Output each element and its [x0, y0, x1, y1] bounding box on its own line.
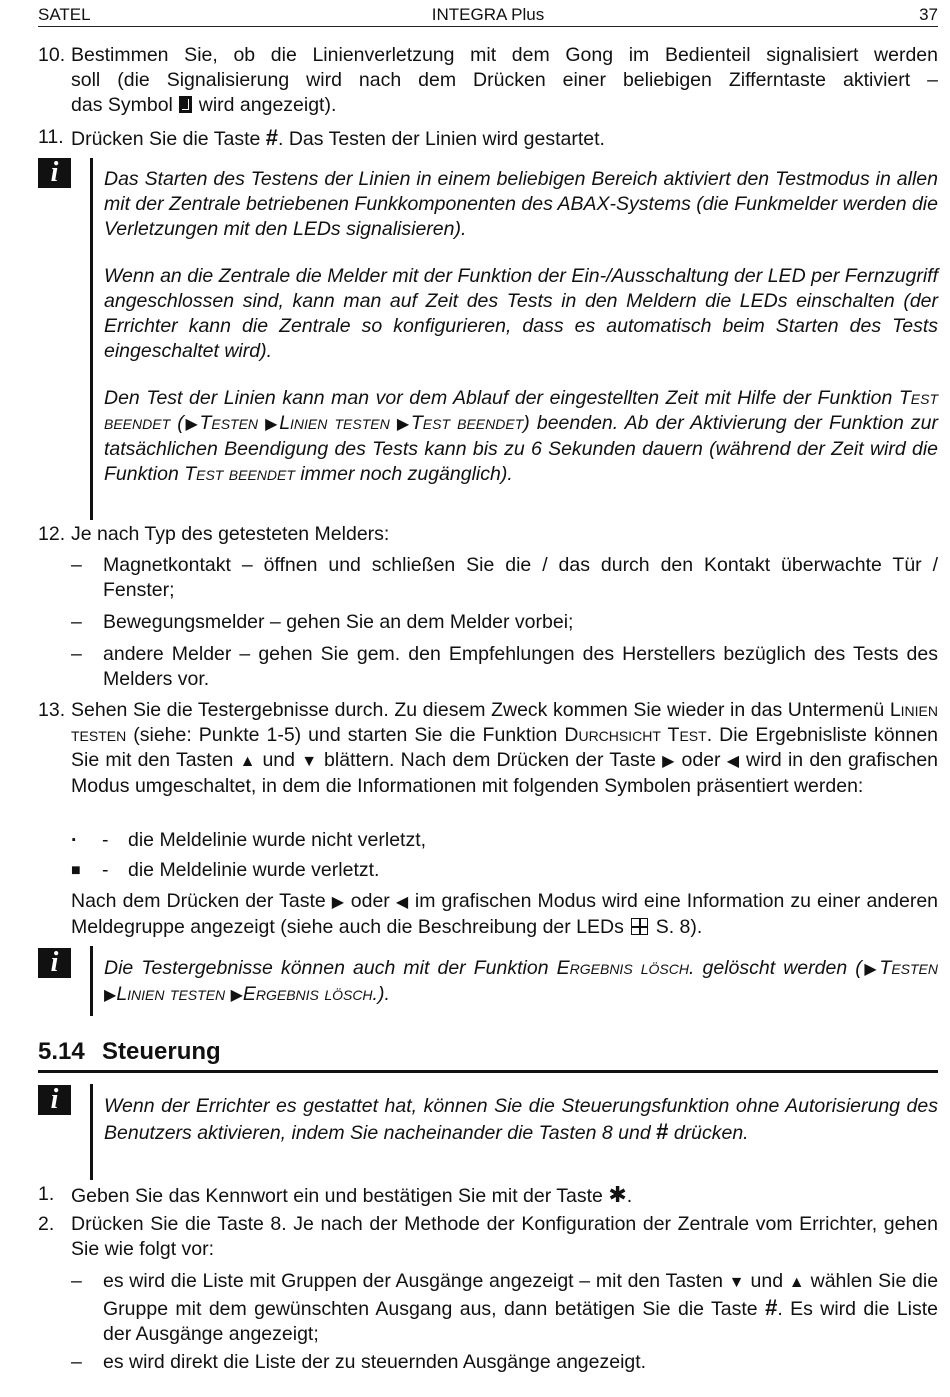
step-text: wird angezeigt).: [198, 94, 337, 116]
list-item: [38, 553, 938, 603]
hash-key-icon: #: [765, 1295, 778, 1320]
section-number: 5.14: [38, 1038, 85, 1065]
step-number: 13.: [38, 699, 66, 721]
legend-text: die Meldelinie wurde nicht verletzt,: [128, 829, 427, 851]
gong-symbol-icon: [179, 96, 192, 113]
dash-bullet: –: [71, 1351, 82, 1373]
note-bar: [90, 158, 93, 520]
menu-arrow-icon: ▶: [104, 987, 117, 1004]
step-number: 10.: [38, 44, 66, 66]
list-item: [38, 642, 938, 692]
function-name: Ergebnis lösch.: [556, 957, 695, 979]
step-text: das Symbol: [71, 94, 173, 116]
dash-bullet: –: [71, 554, 82, 576]
menu-path: Ergebnis lösch.: [242, 983, 378, 1005]
arrow-right-key-icon: ▶: [331, 894, 345, 911]
list-item: [38, 1350, 938, 1375]
header-page-number: 37: [919, 5, 938, 24]
step-text: Drücken Sie die Taste: [71, 128, 261, 150]
info-icon: i: [38, 1085, 71, 1115]
arrow-down-key-icon: ▼: [728, 1274, 745, 1291]
info-icon: i: [38, 948, 71, 978]
step-text: Drücken Sie die Taste 8. Je nach der Methode der Konfiguration der Zentrale vom Errichter, gehen Sie wie folgt vor:: [71, 1213, 938, 1260]
step-text-line: soll (die Signalisierung wird nach dem Drücken einer beliebigen Zifferntaste aktiviert –: [71, 69, 938, 91]
header-brand: SATEL: [38, 5, 91, 24]
arrow-up-key-icon: ▲: [239, 753, 257, 770]
step-number: 11.: [38, 126, 64, 148]
list-item: – es wird die Liste mit Gruppen der Ausgänge angezeigt – mit den Tasten ▼ und ▲ wählen Sie die Gruppe mit dem gewünschten Ausgang aus, dann betätigen Sie die Taste #. Es wird die Liste der Ausgänge angezeigt;: [71, 1270, 939, 1345]
hash-key-icon: #: [265, 125, 278, 150]
menu-arrow-icon: ▶: [396, 416, 411, 433]
note-box: [104, 956, 938, 1008]
dash-bullet: –: [71, 611, 82, 633]
step-13-continuation: Nach dem Drücken der Taste ▶ oder ◀ im grafischen Modus wird eine Information zu einer anderen Meldegruppe angezeigt (siehe auch die Beschreibung der LEDs S. 8).: [71, 890, 939, 938]
step-12: [38, 522, 938, 547]
step-11: [38, 125, 938, 152]
note-paragraph: Den Test der Linien kann man vor dem Ablauf der eingestellten Zeit mit Hilfe der Funktion Test beendet (▶Testen ▶Linien testen ▶Test beendet) beenden. Ab der Aktivierung der Funktion zur tatsächlichen Beendigung des Tests kann bis zu 6 Sekunden dauern (während der Zeit wird die Funktion Test beendet immer noch zugänglich).: [104, 387, 939, 485]
arrow-up-key-icon: ▲: [788, 1274, 805, 1291]
function-name: Test beendet: [104, 387, 938, 434]
dot-symbol-icon: ·: [71, 829, 78, 851]
step-1: 1. Geben Sie das Kennwort ein und bestätigen Sie mit der Taste ✱.: [38, 1182, 633, 1207]
menu-name: Linien testen: [71, 699, 938, 746]
block-symbol-icon: ■: [71, 862, 81, 879]
list-item-text: Magnetkontakt – öffnen und schließen Sie die / das durch den Kontakt überwachte Tür / Fenster;: [103, 554, 938, 601]
step-number: 12.: [38, 523, 66, 545]
menu-path: Linien testen: [279, 412, 390, 434]
note-bar: [90, 1084, 93, 1180]
cross-reference-icon: [631, 918, 648, 935]
dash-bullet: –: [71, 1270, 82, 1292]
note-paragraph: Wenn der Errichter es gestattet hat, können Sie die Steuerungsfunktion ohne Autorisierung des Benutzers aktivieren, indem Sie nacheinander die Tasten 8 und # drücken.: [104, 1095, 938, 1144]
menu-path: Linien testen: [116, 983, 226, 1005]
step-text: Je nach Typ des getesteten Melders:: [71, 523, 390, 545]
list-item-text: Bewegungsmelder – gehen Sie an dem Melder vorbei;: [103, 611, 574, 633]
arrow-right-key-icon: ▶: [662, 753, 676, 770]
list-item: [38, 610, 938, 635]
menu-path: Testen: [199, 412, 259, 434]
menu-arrow-icon: ▶: [183, 416, 200, 433]
separator: -: [102, 859, 109, 881]
note-bar: [90, 946, 93, 1016]
step-text: . Das Testen der Linien wird gestartet.: [278, 128, 605, 150]
menu-arrow-icon: ▶: [265, 416, 280, 433]
legend-text: die Meldelinie wurde verletzt.: [128, 859, 380, 881]
list-item-text: es wird direkt die Liste der zu steuernden Ausgänge angezeigt.: [103, 1351, 647, 1373]
menu-arrow-icon: ▶: [230, 987, 243, 1004]
arrow-down-key-icon: ▼: [301, 753, 318, 770]
note-paragraph: Das Starten des Testens der Linien in einem beliebigen Bereich aktiviert den Testmodus in allen mit der Zentrale betriebenen Funkkomponenten des ABAX-Systems (die Funkmelder werden die Verletzungen mit den LEDs signalisieren).: [104, 168, 938, 240]
step-text-line: Bestimmen Sie, ob die Linienverletzung mit dem Gong im Bedienteil signalisiert werden: [71, 44, 938, 66]
function-name: Durchsicht Test: [564, 724, 707, 746]
step-number: 2.: [38, 1213, 55, 1235]
star-key-icon: ✱: [608, 1182, 627, 1207]
note-box: [104, 167, 938, 487]
hash-key-icon: #: [656, 1119, 669, 1144]
note-paragraph: Wenn an die Zentrale die Melder mit der Funktion der Ein-/Ausschaltung der LED per Fernzugriff angeschlossen sind, kann man auf Zeit des Tests in den Meldern die LEDs einschalten (der Errichter kann die Zentrale so konfigurieren, dass es automatisch beim Starten des Tests eingeschaltet wird).: [104, 265, 938, 362]
menu-path: Test beendet: [410, 412, 524, 434]
menu-path: Testen: [879, 957, 939, 979]
header-product: INTEGRA Plus: [431, 5, 545, 24]
step-2: [38, 1212, 938, 1262]
section-heading: [38, 1038, 938, 1073]
separator: -: [102, 829, 109, 851]
arrow-left-key-icon: ◀: [395, 894, 409, 911]
dash-bullet: –: [71, 643, 82, 665]
info-icon: i: [38, 158, 71, 188]
page-header: [38, 4, 938, 27]
list-item-text: andere Melder – gehen Sie gem. den Empfehlungen des Herstellers bezüglich des Tests des Melders vor.: [103, 643, 938, 690]
step-13: 13. Sehen Sie die Testergebnisse durch. Zu diesem Zweck kommen Sie wieder in das Untermenü Linien testen (siehe: Punkte 1-5) und starten Sie die Funktion Durchsicht Test. Die Ergebnisliste können Sie mit den Tasten ▲ und ▼ blättern. Nach dem Drücken der Taste ▶ oder ◀ wird in den grafischen Modus umgeschaltet, in dem die Informationen mit folgenden Symbolen präsentiert werden:: [38, 699, 939, 797]
step-number: 1.: [38, 1183, 55, 1205]
section-title: Steuerung: [102, 1038, 221, 1065]
function-name: Test beendet: [184, 463, 295, 485]
note-paragraph: Die Testergebnisse können auch mit der Funktion Ergebnis lösch. gelöscht werden (▶Testen ▶Linien testen ▶Ergebnis lösch.).: [104, 957, 939, 1005]
menu-arrow-icon: ▶: [861, 961, 880, 978]
note-box: [104, 1094, 938, 1146]
arrow-left-key-icon: ◀: [726, 753, 740, 770]
step-10: [38, 43, 938, 118]
